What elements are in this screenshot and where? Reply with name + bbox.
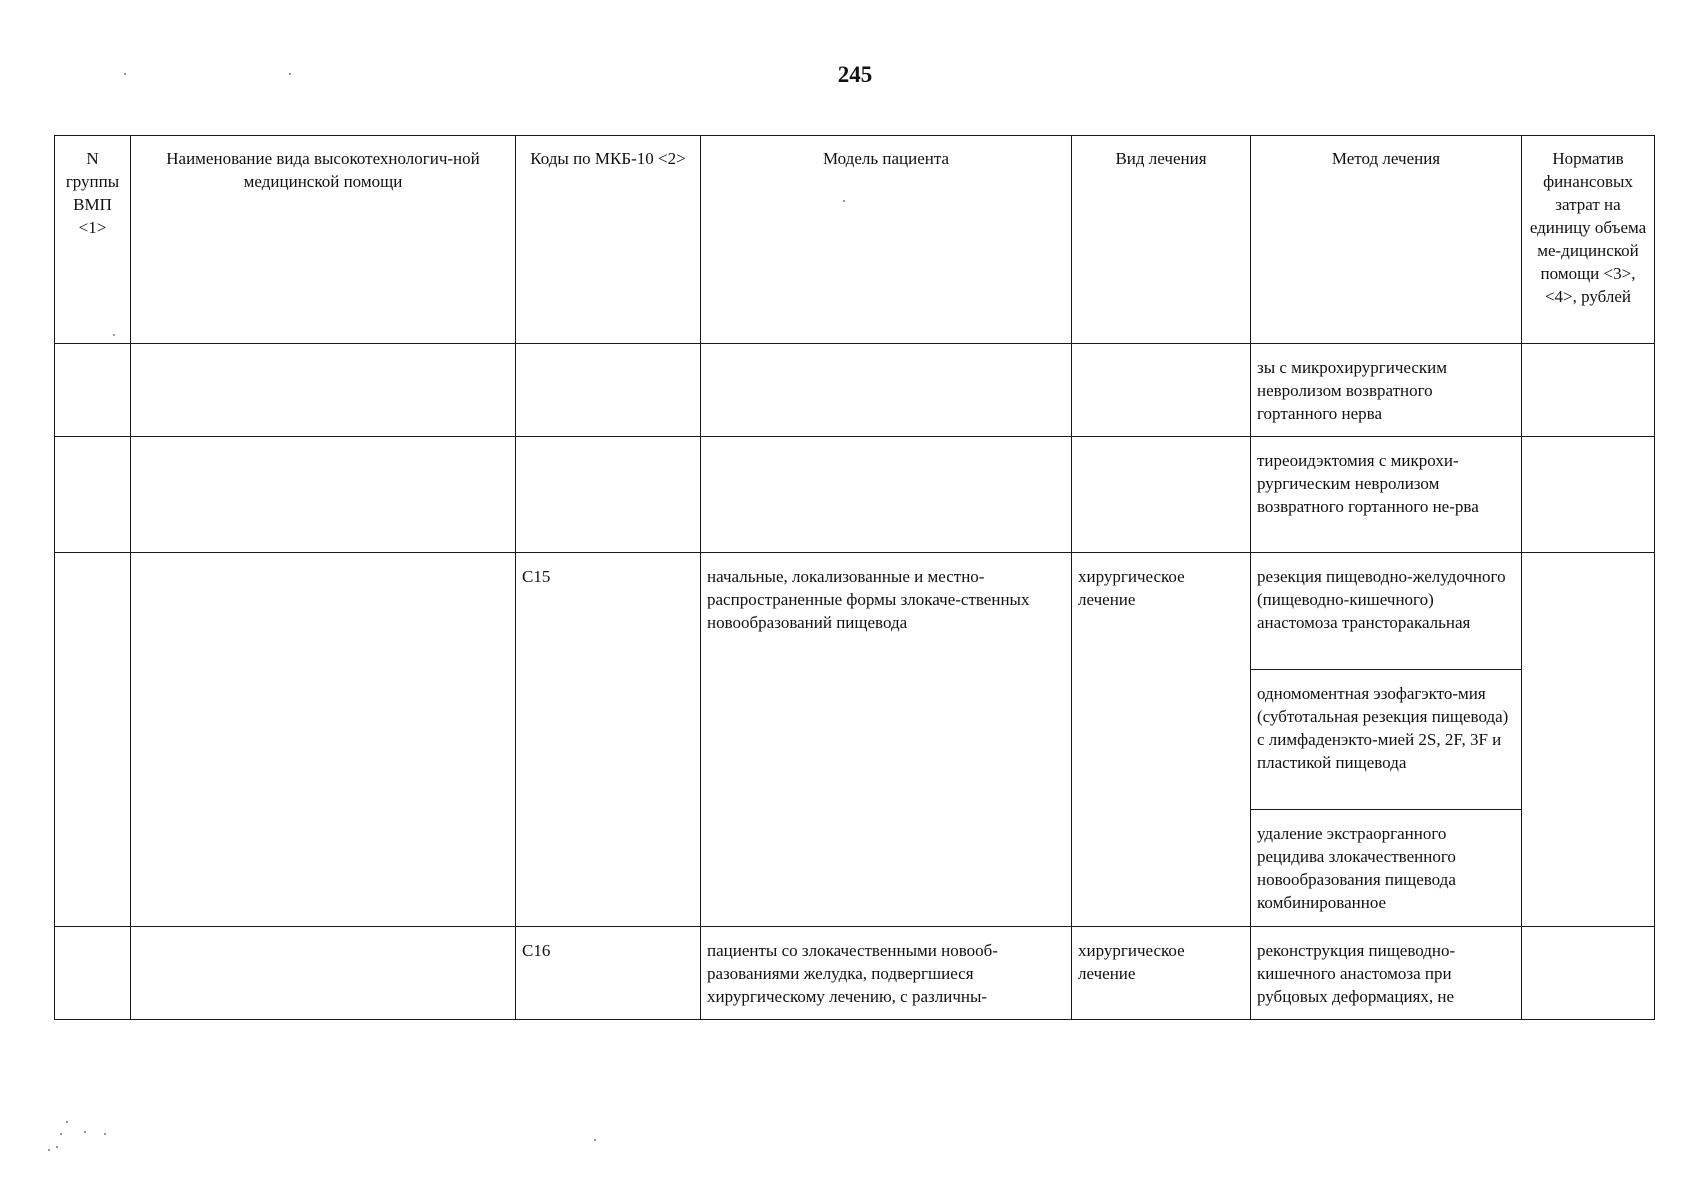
table-row (55, 344, 1655, 437)
table-cell (1072, 344, 1251, 437)
header-row (55, 136, 1655, 344)
header-care-type-name: Наименование вида высокотехнологич-ной медицинской помощи (131, 136, 516, 344)
icd10-code-cell: C16 (516, 927, 701, 1020)
scan-speck (104, 1133, 106, 1135)
table-cell (1522, 927, 1655, 1020)
table-row (55, 553, 1655, 670)
table-cell (1522, 553, 1655, 927)
method-cell: зы с микрохирургическим невролизом возвратного гортанного нерва (1251, 344, 1522, 437)
header-patient-model: Модель пациента (701, 136, 1072, 344)
header-treatment-method: Метод лечения (1251, 136, 1522, 344)
method-cell: реконструкция пищеводно-кишечного анастомоза при рубцовых деформациях, не (1251, 927, 1522, 1020)
treatment-type-cell: хирургическое лечение (1072, 927, 1251, 1020)
patient-model-cell: пациенты со злокачественными новооб-разованиями желудка, подвергшиеся хирургическому лечению, с различны- (701, 927, 1072, 1020)
table-row (55, 437, 1655, 553)
header-treatment-type: Вид лечения (1072, 136, 1251, 344)
icd10-code-cell: C15 (516, 553, 701, 927)
method-cell: одномоментная эзофагэкто-мия (субтотальная резекция пищевода) с лимфаденэкто-мией 2S, 2F, 3F и пластикой пищевода (1251, 670, 1522, 810)
scan-speck (48, 1149, 50, 1151)
method-cell: резекция пищеводно-желудочного (пищеводно-кишечного) анастомоза трансторакальная (1251, 553, 1522, 670)
table-cell (701, 344, 1072, 437)
scan-speck (66, 1121, 68, 1123)
scan-speck (594, 1139, 596, 1141)
scan-speck (843, 200, 845, 202)
table-cell (55, 553, 131, 927)
method-cell: тиреоидэктомия с микрохи-рургическим невролизом возвратного гортанного не-рва (1251, 437, 1522, 553)
header-cost-norm: Норматив финансовых затрат на единицу объема ме-дицинской помощи <3>, <4>, рублей (1522, 136, 1655, 344)
table-cell (55, 344, 131, 437)
table-cell (131, 927, 516, 1020)
treatment-type-cell: хирургическое лечение (1072, 553, 1251, 927)
table-cell (516, 437, 701, 553)
table-cell (1522, 344, 1655, 437)
scan-speck (60, 1133, 62, 1135)
table-row (55, 927, 1655, 1020)
table-cell (55, 437, 131, 553)
table-cell (131, 344, 516, 437)
table-cell (131, 553, 516, 927)
scan-speck (56, 1146, 58, 1148)
scan-speck (124, 73, 126, 75)
header-group-number: N группы ВМП <1> (55, 136, 131, 344)
table-cell (1522, 437, 1655, 553)
table-cell (1072, 437, 1251, 553)
page-number: 245 (837, 62, 873, 87)
table-cell (55, 927, 131, 1020)
table-cell (701, 437, 1072, 553)
scan-speck (289, 73, 291, 75)
vmp-table (54, 135, 1655, 1020)
table-cell (131, 437, 516, 553)
scan-speck (84, 1131, 86, 1133)
table-cell (516, 344, 701, 437)
method-cell: удаление экстраорганного рецидива злокачественного новообразования пищевода комбинированное (1251, 810, 1522, 927)
header-icd10-codes: Коды по МКБ-10 <2> (516, 136, 701, 344)
scan-speck (113, 334, 115, 336)
patient-model-cell: начальные, локализованные и местно-распространенные формы злокаче-ственных новообразований пищевода (701, 553, 1072, 927)
